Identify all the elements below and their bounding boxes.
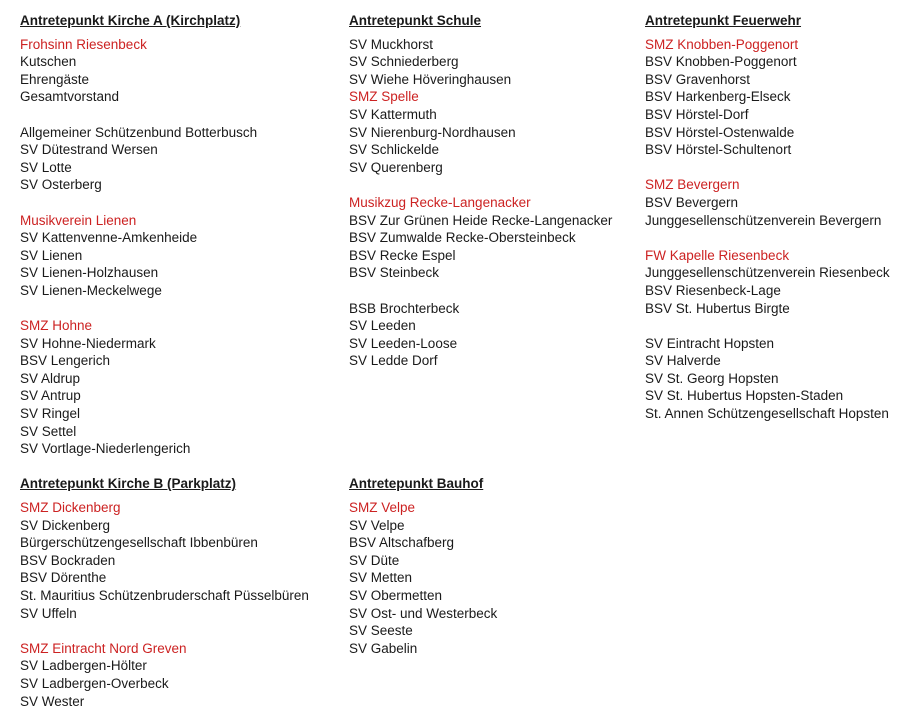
highlighted-list-entry: SMZ Spelle <box>349 89 419 105</box>
highlighted-list-entry: FW Kapelle Riesenbeck <box>645 247 790 263</box>
list-entry: SV Settel <box>20 423 77 439</box>
section-header: Antretepunkt Schule <box>349 13 482 28</box>
line-spacer <box>20 458 309 476</box>
list-entry: Junggesellenschützenverein Bevergern <box>645 212 882 228</box>
list-entry: SV St. Georg Hopsten <box>645 370 779 386</box>
list-entry: BSV Lengerich <box>20 353 111 369</box>
list-entry: SV Vortlage-Niederlengerich <box>20 441 191 457</box>
list-entry: BSV Hörstel-Schultenort <box>645 142 792 158</box>
highlighted-list-entry: SMZ Dickenberg <box>20 500 121 516</box>
highlighted-list-entry: SMZ Hohne <box>20 318 93 334</box>
column-schule-and-bauhof <box>349 12 612 657</box>
list-entry: SV Düte <box>349 552 400 568</box>
line-spacer <box>645 317 890 335</box>
highlighted-list-entry: SMZ Bevergern <box>645 177 740 193</box>
list-entry: BSV Riesenbeck-Lage <box>645 282 781 298</box>
line-spacer <box>349 282 612 300</box>
line-spacer <box>349 440 612 458</box>
list-entry: BSV Zumwalde Recke-Obersteinbeck <box>349 230 576 246</box>
list-entry: SV Halverde <box>645 353 721 369</box>
section-header: Antretepunkt Kirche B (Parkplatz) <box>20 476 237 492</box>
list-entry: BSV Harkenberg-Elseck <box>645 89 791 105</box>
line-spacer <box>645 229 890 247</box>
line-spacer <box>20 300 309 318</box>
highlighted-list-entry: Frohsinn Riesenbeck <box>20 36 147 52</box>
list-entry: SV Querenberg <box>349 159 443 175</box>
line-spacer <box>349 423 612 441</box>
list-entry: SV Dickenberg <box>20 517 111 533</box>
list-entry: SV Kattermuth <box>349 106 437 122</box>
highlighted-list-entry: SMZ Velpe <box>349 500 416 516</box>
list-entry: St. Annen Schützengesellschaft Hopsten <box>645 406 889 422</box>
list-entry: Kutschen <box>20 54 77 70</box>
line-spacer <box>349 370 612 388</box>
list-entry: BSB Brochterbeck <box>349 300 460 316</box>
list-entry: SV Wester <box>20 693 85 709</box>
list-entry: SV Schlickelde <box>349 142 440 158</box>
highlighted-list-entry: SMZ Knobben-Poggenort <box>645 36 799 52</box>
list-entry: SV Aldrup <box>20 370 81 386</box>
list-entry: Junggesellenschützenverein Riesenbeck <box>645 265 890 281</box>
list-entry: BSV Gravenhorst <box>645 71 751 87</box>
list-entry: BSV Altschafberg <box>349 535 455 551</box>
list-entry: BSV Steinbeck <box>349 265 440 281</box>
column-feuerwehr <box>645 12 890 423</box>
list-entry: SV Wiehe Höveringhausen <box>349 71 512 87</box>
list-entry: Allgemeiner Schützenbund Botterbusch <box>20 124 258 140</box>
list-entry: Gesamtvorstand <box>20 89 120 105</box>
list-entry: BSV Knobben-Poggenort <box>645 54 797 70</box>
list-entry: SV Gabelin <box>349 640 418 656</box>
section-header: Antretepunkt Kirche A (Kirchplatz) <box>20 13 241 28</box>
list-entry: BSV Hörstel-Dorf <box>645 106 749 122</box>
line-spacer <box>349 176 612 194</box>
list-entry: SV Uffeln <box>20 605 77 621</box>
list-entry: SV Osterberg <box>20 177 102 193</box>
list-entry: SV Antrup <box>20 388 81 404</box>
highlighted-list-entry: Musikzug Recke-Langenacker <box>349 194 531 210</box>
list-entry: SV Dütestrand Wersen <box>20 142 158 158</box>
line-spacer <box>20 622 309 640</box>
line-spacer <box>645 159 890 177</box>
line-spacer <box>20 194 309 212</box>
list-entry: SV Eintracht Hopsten <box>645 335 775 351</box>
column-kirche-a-and-b <box>20 12 309 710</box>
line-spacer <box>349 387 612 405</box>
list-entry: SV Obermetten <box>349 588 443 603</box>
list-entry: BSV Bockraden <box>20 552 116 568</box>
list-entry: SV Lotte <box>20 159 72 175</box>
list-entry: SV Nierenburg-Nordhausen <box>349 124 516 140</box>
line-spacer <box>20 106 309 124</box>
list-entry: SV Lienen-Holzhausen <box>20 265 159 281</box>
list-entry: SV Ladbergen-Overbeck <box>20 675 169 691</box>
list-entry: BSV Zur Grünen Heide Recke-Langenacker <box>349 212 613 228</box>
list-entry: SV Leeden-Loose <box>349 335 458 351</box>
list-entry: SV Lienen <box>20 247 83 263</box>
line-spacer <box>349 405 612 423</box>
list-entry: BSV Hörstel-Ostenwalde <box>645 124 795 140</box>
list-entry: SV Muckhorst <box>349 36 434 52</box>
highlighted-list-entry: Musikverein Lienen <box>20 212 137 228</box>
section-header: Antretepunkt Feuerwehr <box>645 13 802 28</box>
list-entry: SV Kattenvenne-Amkenheide <box>20 230 198 246</box>
list-entry: SV Hohne-Niedermark <box>20 335 156 351</box>
list-entry: SV Ladbergen-Hölter <box>20 658 147 674</box>
list-entry: Bürgerschützengesellschaft Ibbenbüren <box>20 535 258 551</box>
list-entry: BSV Recke Espel <box>349 247 456 263</box>
list-entry: BSV Dörenthe <box>20 570 107 586</box>
list-entry: Ehrengäste <box>20 71 90 87</box>
highlighted-list-entry: SMZ Eintracht Nord Greven <box>20 640 187 656</box>
list-entry: SV Ringel <box>20 406 81 422</box>
list-entry: SV Ost- und Westerbeck <box>349 605 498 621</box>
list-entry: BSV St. Hubertus Birgte <box>645 300 790 316</box>
list-entry: SV Lienen-Meckelwege <box>20 282 162 298</box>
list-entry: BSV Bevergern <box>645 194 739 210</box>
section-header: Antretepunkt Bauhof <box>349 476 484 492</box>
list-entry: St. Mauritius Schützenbruderschaft Püsselbüren <box>20 588 309 603</box>
list-entry: SV Metten <box>349 570 413 586</box>
list-entry: SV St. Hubertus Hopsten-Staden <box>645 388 844 404</box>
list-entry: SV Ledde Dorf <box>349 353 438 369</box>
list-entry: SV Schniederberg <box>349 54 459 70</box>
list-entry: SV Velpe <box>349 517 405 533</box>
list-entry: SV Leeden <box>349 318 416 334</box>
line-spacer <box>349 458 612 476</box>
list-entry: SV Seeste <box>349 623 413 639</box>
